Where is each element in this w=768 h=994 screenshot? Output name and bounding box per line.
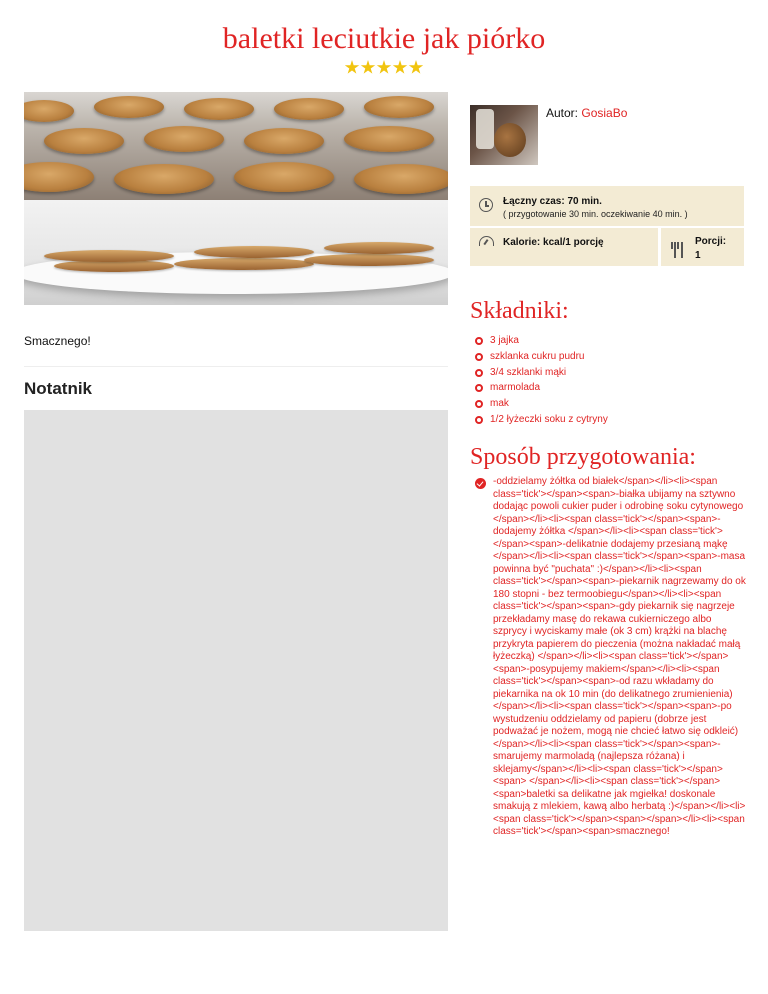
cookie-shape bbox=[24, 100, 74, 122]
author-label: Autor: bbox=[546, 106, 579, 120]
portions-value: 1 bbox=[695, 250, 701, 261]
cookie-shape bbox=[244, 128, 324, 154]
ingredients-heading: Składniki: bbox=[470, 298, 569, 324]
closing-text: Smacznego! bbox=[24, 334, 91, 348]
list-item bbox=[475, 365, 745, 381]
list-item bbox=[475, 396, 745, 412]
author-link[interactable]: GosiaBo bbox=[581, 106, 628, 120]
bullet-ring-icon bbox=[475, 384, 483, 392]
avatar-cookie-shape bbox=[494, 123, 526, 157]
ingredient-text: 1/2 łyżeczki soku z cytryny bbox=[490, 413, 608, 425]
ingredient-text: 3/4 szklanki mąki bbox=[490, 366, 567, 378]
cookie-stack bbox=[44, 250, 174, 262]
author-avatar[interactable] bbox=[470, 105, 538, 165]
ingredient-text: 3 jajka bbox=[490, 335, 519, 346]
rating-stars bbox=[0, 60, 768, 80]
cookie-shape bbox=[364, 96, 434, 118]
cookie-shape bbox=[24, 162, 94, 192]
photo-baking-tray bbox=[24, 92, 448, 200]
list-item bbox=[475, 349, 745, 365]
gauge-icon bbox=[479, 236, 494, 246]
author-line bbox=[546, 106, 627, 120]
cookie-stack bbox=[174, 258, 314, 270]
cookie-shape bbox=[44, 128, 124, 154]
star-icon bbox=[393, 60, 408, 75]
list-item bbox=[475, 412, 745, 428]
cookie-shape bbox=[234, 162, 334, 192]
star-icon bbox=[377, 60, 392, 75]
bullet-ring-icon bbox=[475, 353, 483, 361]
cookie-shape bbox=[344, 126, 434, 152]
ingredient-text: mak bbox=[490, 398, 509, 410]
total-time-label: Łączny czas: 70 min. bbox=[503, 196, 602, 207]
calories-label: Kalorie: kcal/1 porcję bbox=[503, 237, 604, 248]
cookie-shape bbox=[144, 126, 224, 152]
preparation-text: -oddzielamy żółtka od białek</span></li><li><span class='tick'></span><span>-białka ubijamy na sztywno dodając powoli cukier puder i odrobinę soku cytynowego </span></li><li><span class='tick'></span><span>-dodajemy żółtka </span></li><li><span class='tick'></span><span>-delikatnie dodajemy przesianą mąkę </span></li><li><span class='tick'></span><span>-masa powinna być "puchata" :)</span></li><li><span class='tick'></span><span>-piekarnik nagrzewamy do ok 180 stopni - bez termoobiegu</span></li><li><span class='tick'></span><span>-gdy piekarnik się nagrzeje przekładamy masę do rekawa cukierniczego albo szprycy i wyciskamy małe (ok 3 cm) krążki na blachę przykryta papierem do pieczenia (można nakładać małą łyżeczką) </span></li><li><span class='tick'></span><span>-posypujemy makiem</span></li><li><span class='tick'></span><span>-od razu wkładamy do piekarnika na ok 10 min (do delikatnego zrumienienia)</span></li><li><span class='tick'></span><span>-po wystudzeniu oddzielamy od papieru (dobrze jest podważać je nożem, mogą nie chcieć łatwo się odkleić)</span></li><li><span class='tick'></span><span>-smarujemy marmoladą (najlepsza różana) i sklejamy</span></li><li><span class='tick'></span><span> </span></li><li><span class='tick'></span><span>baletki sa delikatne jak mgiełka! doskonale smakują z mlekiem, kawą albo herbatą :)</span></li><li><span class='tick'></span><span></span></li><li><span class='tick'></span><span>smacznego! bbox=[493, 476, 746, 837]
recipe-title: baletki leciutkie jak piórko bbox=[222, 22, 546, 55]
divider bbox=[24, 366, 448, 367]
check-circle-icon bbox=[475, 478, 486, 489]
portions-label: Porcji: bbox=[695, 236, 727, 247]
cookie-shape bbox=[114, 164, 214, 194]
time-detail: ( przygotowanie 30 min. oczekiwanie 40 min. ) bbox=[503, 209, 688, 219]
list-item bbox=[475, 380, 745, 396]
notes-area[interactable] bbox=[24, 410, 448, 931]
ingredient-text: marmolada bbox=[490, 382, 541, 394]
preparation-heading: Sposób przygotowania: bbox=[470, 444, 696, 470]
recipe-photo bbox=[24, 92, 448, 305]
avatar-glass-shape bbox=[476, 109, 494, 149]
cookie-shape bbox=[94, 96, 164, 118]
star-icon bbox=[361, 60, 376, 75]
ingredients-list bbox=[475, 333, 745, 428]
star-icon bbox=[345, 60, 360, 75]
cookie-stack bbox=[194, 246, 314, 258]
list-item bbox=[475, 333, 745, 349]
cookie-stack bbox=[324, 242, 434, 254]
clock-icon bbox=[479, 198, 493, 212]
bullet-ring-icon bbox=[475, 337, 483, 345]
cookie-shape bbox=[274, 98, 344, 120]
bullet-ring-icon bbox=[475, 369, 483, 377]
cutlery-icon bbox=[670, 242, 684, 258]
cookie-shape bbox=[184, 98, 254, 120]
ingredient-text: szklanka cukru pudru bbox=[490, 350, 585, 362]
cookie-stack bbox=[304, 254, 434, 266]
bullet-ring-icon bbox=[475, 416, 483, 424]
bullet-ring-icon bbox=[475, 400, 483, 408]
notes-heading: Notatnik bbox=[24, 379, 92, 398]
star-icon bbox=[409, 60, 424, 75]
cookie-shape bbox=[354, 164, 448, 194]
